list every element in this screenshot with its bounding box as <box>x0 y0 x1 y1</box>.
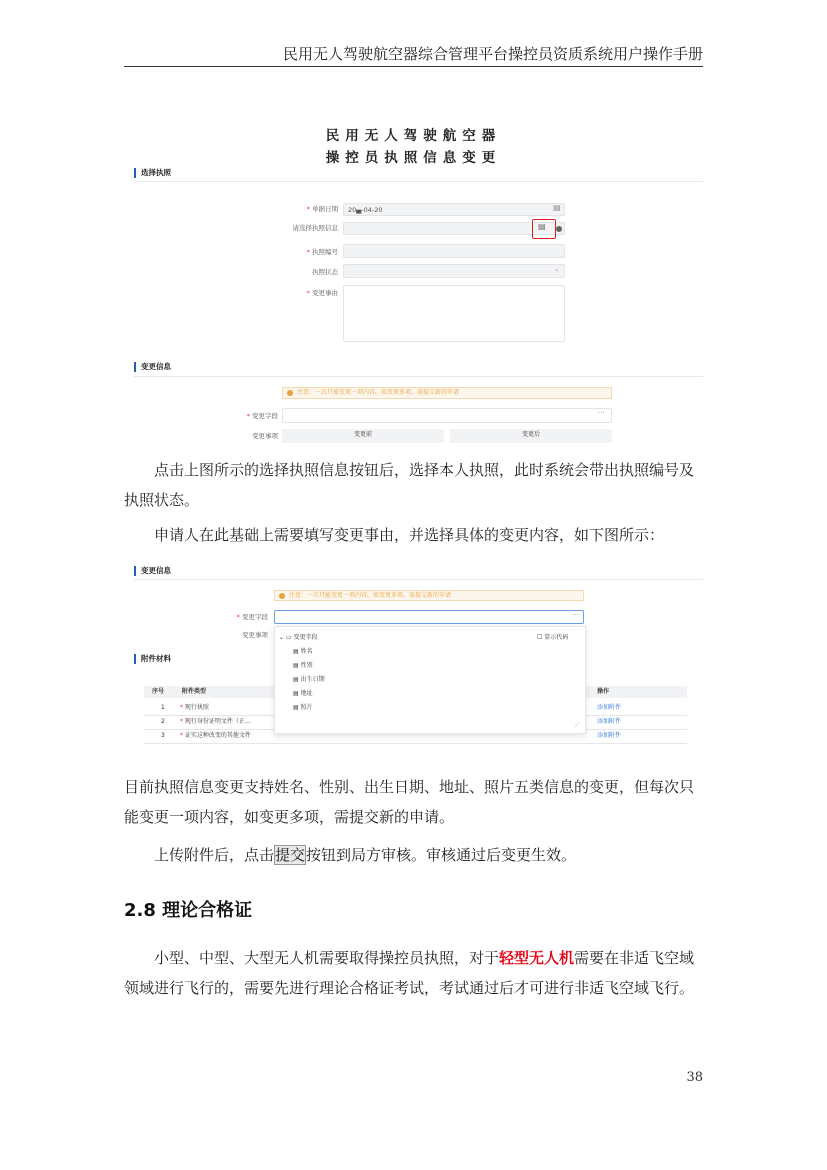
calendar-icon[interactable]: ▤ <box>553 203 561 212</box>
col-after: 变更后 <box>450 429 612 443</box>
row3-type: * 证实这种改变的其他文件 <box>180 732 251 739</box>
option-name[interactable]: ▤ 姓名 <box>293 648 313 655</box>
more-icon[interactable]: ··· <box>572 611 579 619</box>
license-status-label: 执照状态 <box>312 268 338 276</box>
section-divider <box>134 181 703 182</box>
option-birthdate[interactable]: ▤ 出生日期 <box>293 676 325 683</box>
change-field-select[interactable] <box>274 610 584 624</box>
row3-add-attachment[interactable]: 添加附件 <box>597 732 622 739</box>
section-heading: 2.8 理论合格证 <box>124 900 253 921</box>
select-license-label: 请选择执照信息 <box>292 224 338 232</box>
date-label: * 单据日期 <box>306 205 338 213</box>
change-field-label: * 变更字段 <box>236 613 268 621</box>
page-header: 民用无人驾驶航空器综合管理平台操控员资质系统用户操作手册 <box>124 44 703 67</box>
form-title-line1: 民用无人驾驶航空器 <box>325 128 502 144</box>
col-before: 变更前 <box>282 429 444 443</box>
change-field-dropdown-screenshot <box>124 560 703 754</box>
resize-handle-icon[interactable]: ⟋ <box>575 722 580 729</box>
section-change-info: 变更信息 <box>134 362 171 372</box>
date-field[interactable]: 20▄-04-20 <box>343 203 565 216</box>
chevron-down-icon: ⌄ <box>554 266 560 273</box>
change-field-select[interactable] <box>282 408 612 423</box>
row1-type: * 现行执照 <box>180 704 209 711</box>
option-address[interactable]: ▤ 地址 <box>293 690 313 697</box>
row1-no: 1 <box>161 704 165 711</box>
change-field-dropdown[interactable] <box>274 626 586 734</box>
paragraph-5: 小型、中型、大型无人机需要取得操控员执照，对于轻型无人机需要在非适飞空域领域进行飞行的，需要先进行理论合格证考试，考试通过后才可进行非适飞空域飞行。 <box>124 949 695 997</box>
section-attachments: 附件材料 <box>134 654 171 664</box>
tree-root[interactable]: ⌄ ▭ 变更字段 <box>279 634 318 641</box>
section-change-info: 变更信息 <box>134 566 171 576</box>
option-photo[interactable]: ▤ 照片 <box>293 704 313 711</box>
notice-banner: 注意：一次只能变更一项内容，如变更多项，需提交新的申请 <box>274 590 584 601</box>
change-field-label: * 变更字段 <box>246 412 278 420</box>
change-item-label: 变更事项 <box>242 631 268 639</box>
info-dot-icon <box>556 226 562 232</box>
paragraph-3: 目前执照信息变更支持姓名、性别、出生日期、地址、照片五类信息的变更，但每次只能变更一项内容，如变更多项，需提交新的申请。 <box>124 778 695 826</box>
paragraph-2: 申请人在此基础上需要填写变更事由，并选择具体的变更内容，如下图所示： <box>154 526 665 544</box>
form-title-line2: 操控员执照信息变更 <box>325 150 502 166</box>
submit-highlight: 提交 <box>275 846 306 864</box>
row2-add-attachment[interactable]: 添加附件 <box>597 718 622 725</box>
license-change-form-screenshot <box>124 112 703 446</box>
row-divider <box>144 743 687 744</box>
th-op: 操作 <box>597 688 610 695</box>
row1-add-attachment[interactable]: 添加附件 <box>597 704 622 711</box>
change-item-label: 变更事项 <box>252 432 278 440</box>
license-no-label: * 执照编号 <box>306 248 338 256</box>
notice-banner: 注意：一次只能变更一项内容，如变更多项，需提交新的申请 <box>282 387 612 399</box>
license-status-select[interactable] <box>343 264 565 278</box>
th-type: 附件类型 <box>182 688 207 695</box>
row2-type: * 现行身份证明文件（正… <box>180 718 251 725</box>
section-select-license: 选择执照 <box>134 168 171 178</box>
section-divider <box>134 579 703 580</box>
reason-textarea[interactable] <box>343 285 565 342</box>
row2-no: 2 <box>161 718 165 725</box>
select-license-icon: ▤ <box>538 222 546 231</box>
page-number: 38 <box>686 1070 703 1085</box>
show-code-checkbox[interactable]: ☐ 显示代码 <box>537 634 569 641</box>
th-no: 序号 <box>152 688 165 695</box>
warning-icon <box>287 390 293 396</box>
row3-no: 3 <box>161 732 165 739</box>
section-divider <box>134 376 703 377</box>
paragraph-4: 上传附件后，点击提交按钮到局方审核。审核通过后变更生效。 <box>154 846 577 864</box>
reason-label: * 变更事由 <box>306 289 338 297</box>
license-no-field[interactable] <box>343 244 565 258</box>
more-icon[interactable]: ··· <box>598 409 605 417</box>
warning-icon <box>279 593 285 599</box>
paragraph-1: 点击上图所示的选择执照信息按钮后，选择本人执照，此时系统会带出执照编号及执照状态。 <box>124 461 695 509</box>
option-gender[interactable]: ▤ 性别 <box>293 662 313 669</box>
